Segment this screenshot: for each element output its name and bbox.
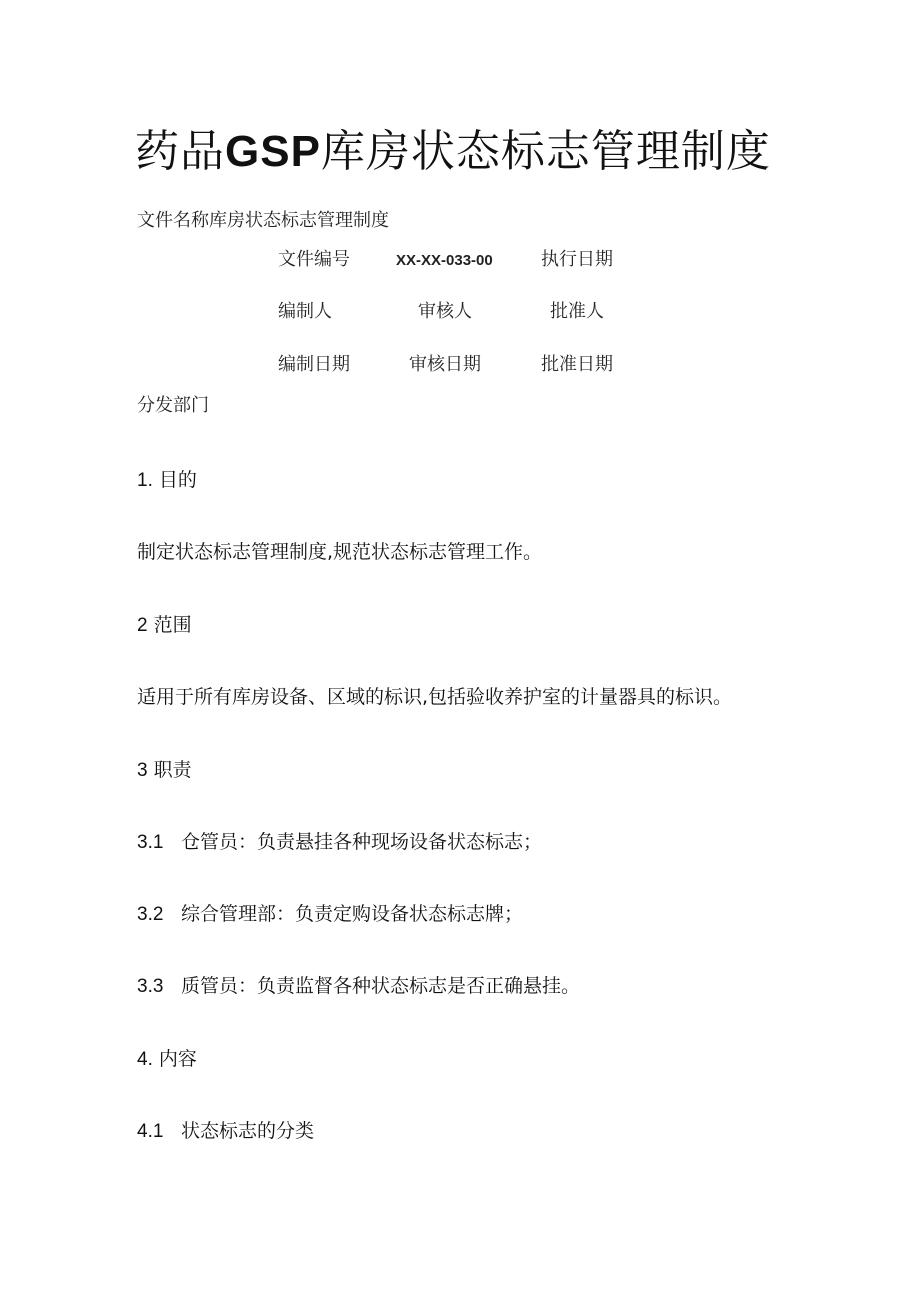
section-3-2 [137, 900, 523, 929]
section-3-2-text: 综合管理部：负责定购设备状态标志牌； [181, 903, 524, 925]
reviewer-label: 审核人 [418, 301, 472, 322]
section-4-title: 内容 [158, 1048, 197, 1070]
distribution-label: 分发部门 [137, 395, 209, 416]
section-3-1-text: 仓管员：负责悬挂各种现场设备状态标志； [181, 831, 543, 853]
section-4-1 [137, 1117, 314, 1146]
file-name-line: 文件名称库房状态标志管理制度 [137, 210, 389, 231]
section-1-number: 1. [137, 470, 153, 491]
section-4-1-text: 状态标志的分类 [181, 1120, 315, 1142]
section-4-number: 4. [137, 1049, 153, 1070]
section-3-2-number: 3.2 [137, 904, 164, 925]
section-4-1-number: 4.1 [137, 1121, 164, 1142]
title-prefix: 药品 [135, 126, 225, 177]
section-3-title: 职责 [153, 759, 192, 781]
section-2-title: 范围 [153, 614, 192, 636]
exec-date-label: 执行日期 [541, 249, 613, 270]
approver-label: 批准人 [550, 301, 604, 322]
section-3-3 [137, 972, 580, 1001]
document-title [135, 122, 771, 182]
compile-date-label: 编制日期 [278, 354, 350, 375]
section-1-body: 制定状态标志管理制度,规范状态标志管理工作。 [137, 541, 543, 563]
section-1-title: 目的 [158, 469, 197, 491]
section-4-heading [137, 1045, 197, 1074]
section-3-3-number: 3.3 [137, 976, 164, 997]
title-gsp: GSP [225, 127, 321, 176]
section-3-1 [137, 828, 542, 857]
file-number-value: XX-XX-033-00 [396, 252, 493, 269]
section-2-heading [137, 611, 192, 640]
title-suffix: 库房状态标志管理制度 [320, 126, 771, 177]
approve-date-label: 批准日期 [541, 354, 613, 375]
section-2-number: 2 [137, 615, 148, 636]
section-3-number: 3 [137, 760, 148, 781]
section-3-1-number: 3.1 [137, 832, 164, 853]
file-number-label: 文件编号 [278, 249, 350, 270]
section-1-heading [137, 466, 197, 495]
section-2-body: 适用于所有库房设备、区域的标识,包括验收养护室的计量器具的标识。 [137, 686, 733, 708]
compiler-label: 编制人 [278, 301, 332, 322]
section-3-3-text: 质管员：负责监督各种状态标志是否正确悬挂。 [181, 975, 581, 997]
section-3-heading [137, 756, 192, 785]
review-date-label: 审核日期 [409, 354, 481, 375]
